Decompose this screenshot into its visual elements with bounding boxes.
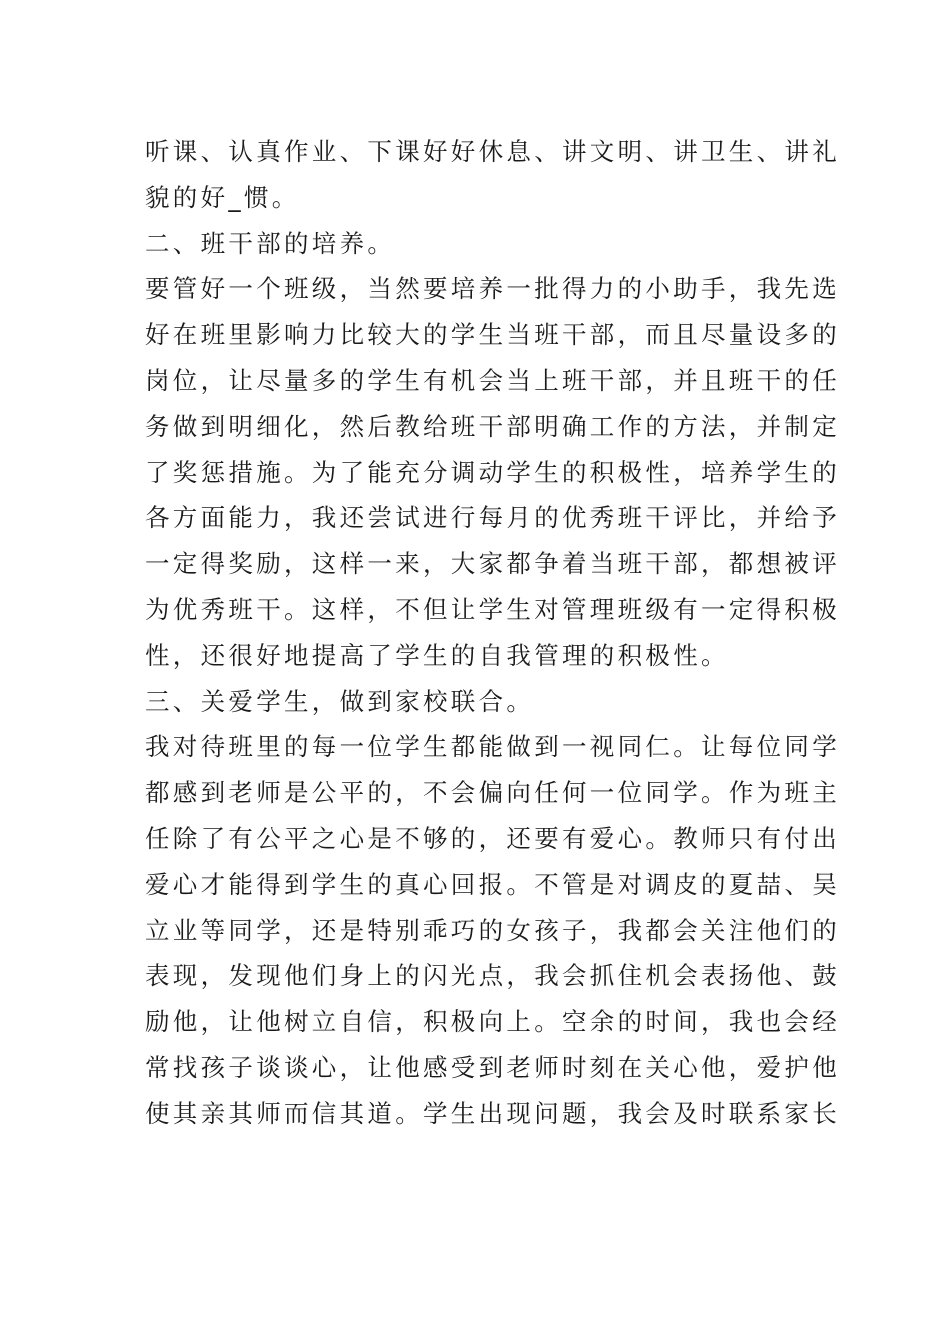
document-body	[145, 129, 840, 1137]
text-line: 我对待班里的每一位学生都能做到一视同仁。让每位同学	[145, 732, 840, 762]
text-line: 听课、认真作业、下课好好休息、讲文明、讲卫生、讲礼	[145, 137, 840, 166]
text-line: 了奖惩措施。为了能充分调动学生的积极性，培养学生的	[145, 457, 840, 487]
text-line: 爱心才能得到学生的真心回报。不管是对调皮的夏喆、吴	[145, 869, 840, 899]
text-line: 一定得奖励，这样一来，大家都争着当班干部，都想被评	[145, 549, 840, 579]
text-line: 要管好一个班级，当然要培养一批得力的小助手，我先选	[145, 274, 840, 304]
section-heading: 二、班干部的培养。	[145, 228, 396, 258]
text-line: 立业等同学，还是特别乖巧的女孩子，我都会关注他们的	[145, 915, 840, 945]
text-line: 都感到老师是公平的，不会偏向任何一位同学。作为班主	[145, 778, 840, 808]
text-line: 貌的好_惯。	[145, 182, 300, 212]
text-line: 性，还很好地提高了学生的自我管理的积极性。	[145, 640, 729, 670]
text-line: 岗位，让尽量多的学生有机会当上班干部，并且班干的任	[145, 365, 840, 395]
text-line: 常找孩子谈谈心，让他感受到老师时刻在关心他，爱护他	[145, 1052, 840, 1082]
text-line: 表现，发现他们身上的闪光点，我会抓住机会表扬他、鼓	[145, 961, 840, 991]
text-line: 任除了有公平之心是不够的，还要有爱心。教师只有付出	[145, 823, 840, 853]
text-line: 使其亲其师而信其道。学生出现问题，我会及时联系家长	[145, 1098, 840, 1128]
text-line: 励他，让他树立自信，积极向上。空余的时间，我也会经	[145, 1007, 840, 1037]
section-heading: 三、关爱学生，做到家校联合。	[145, 686, 535, 716]
text-line: 为优秀班干。这样，不但让学生对管理班级有一定得积极	[145, 594, 840, 624]
text-line: 好在班里影响力比较大的学生当班干部，而且尽量设多的	[145, 320, 840, 350]
text-line: 各方面能力，我还尝试进行每月的优秀班干评比，并给予	[145, 503, 840, 533]
text-line: 务做到明细化，然后教给班干部明确工作的方法，并制定	[145, 411, 840, 441]
